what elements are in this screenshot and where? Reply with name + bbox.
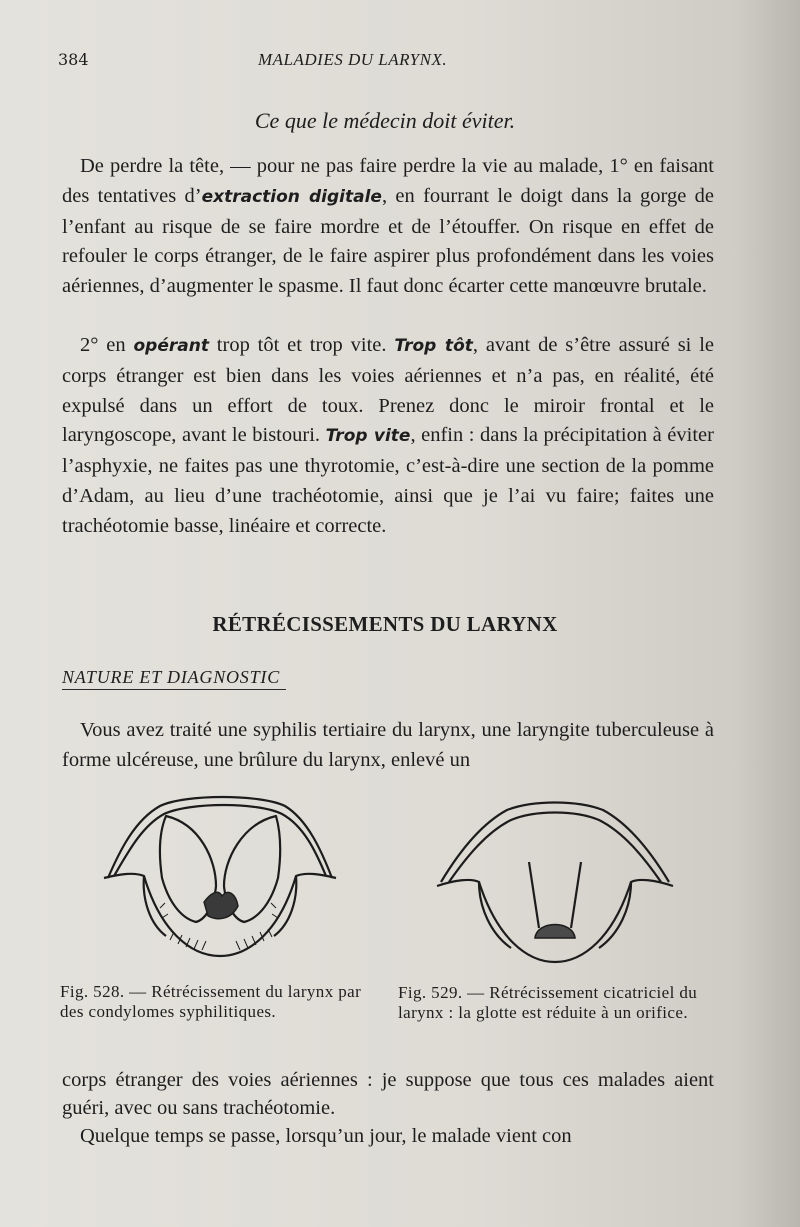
emphasis-operant: opérant <box>133 336 209 356</box>
lower-outline <box>479 882 631 962</box>
section-subheading: Ce que le médecin doit éviter. <box>254 108 516 133</box>
figure-529-caption: Fig. 529. — Rétrécissement cicatriciel du larynx : la glotte est réduite à un orifice. <box>398 983 698 1022</box>
emphasis-trop-vite: Trop vite <box>325 426 411 447</box>
section-title: RÉTRÉCISSEMENTS DU LARYNX <box>212 612 558 636</box>
paragraph-2-text-b: trop tôt et trop vite. <box>208 334 395 356</box>
emphasis-extraction-digitale: extraction digitale <box>201 186 382 207</box>
paragraph-4 <box>62 1066 714 1150</box>
emphasis-trop-tot: Trop tôt <box>394 336 473 356</box>
glottis-orifice <box>535 925 575 939</box>
figure-528-larynx-condylomes <box>100 790 340 980</box>
left-arytenoid <box>437 880 511 948</box>
figure-529-larynx-cicatriciel <box>435 798 675 970</box>
epiglottis-outline <box>441 803 669 883</box>
running-title: MALADIES DU LARYNX. <box>258 50 448 69</box>
paragraph-4-line-1: corps étranger des voies aériennes : je suppose que tous ces malades aient guéri, avec ou sans trachéotomie. <box>62 1069 714 1119</box>
page-number: 384 <box>58 50 89 69</box>
figure-528-caption: Fig. 528. — Rétrécissement du larynx par des condylomes syphilitiques. <box>60 982 362 1021</box>
paragraph-4-line-2: Quelque temps se passe, lorsqu’un jour, le malade vient con <box>80 1125 572 1147</box>
larynx-cicatriciel-illustration <box>435 798 675 970</box>
larynx-condylomes-illustration <box>100 790 340 980</box>
right-fold-line <box>571 862 581 928</box>
right-arytenoid <box>599 880 673 948</box>
paragraph-3: Vous avez traité une syphilis tertiaire du larynx, une laryngite tuberculeuse à forme ulcéreuse, une brûlure du larynx, enlevé un <box>62 719 714 771</box>
epiglottis-inner <box>449 813 661 883</box>
paragraph-2-text-c: , avant de s’être assuré si le corps étranger est bien dans les voies aériennes et n’a pas, en réalité, été expulsé dans un effort de toux. Prenez donc le miroir frontal et le laryngoscope, avant le bistouri. <box>62 334 715 447</box>
right-arytenoid <box>274 874 336 936</box>
running-head <box>58 50 718 76</box>
section-subtitle: NATURE ET DIAGNOSTIC <box>62 667 286 690</box>
left-arytenoid <box>104 874 166 936</box>
paragraph-2-text-a: 2° en <box>80 334 134 356</box>
paragraph-1 <box>62 152 714 302</box>
paragraph-2-text-d: , enfin : dans la précipitation à éviter l’asphyxie, ne faites pas une thyrotomie, c’est-à-dire une section de la pomme d’Adam, au lieu d’une trachéotomie, ainsi que je l’ai vu faire; faites une trachéotomie basse, linéaire et correcte. <box>62 424 714 537</box>
epiglottis-outline <box>108 797 332 878</box>
paragraph-2 <box>62 331 714 542</box>
paragraph-1-text-b: , en fourrant le doigt dans la gorge de l’enfant au risque de se faire mordre et de l’étouffer. On risque en effet de refouler le corps étranger, de le faire aspirer plus profondément dans les voies aériennes, d’augmenter le spasme. Il faut donc écarter cette manœuvre brutale. <box>62 184 714 298</box>
left-fold-line <box>529 862 539 928</box>
paragraph-1-text-a: De perdre la tête, — pour ne pas faire perdre la vie au malade, 1° en faisant des tentatives d’ <box>62 155 714 207</box>
